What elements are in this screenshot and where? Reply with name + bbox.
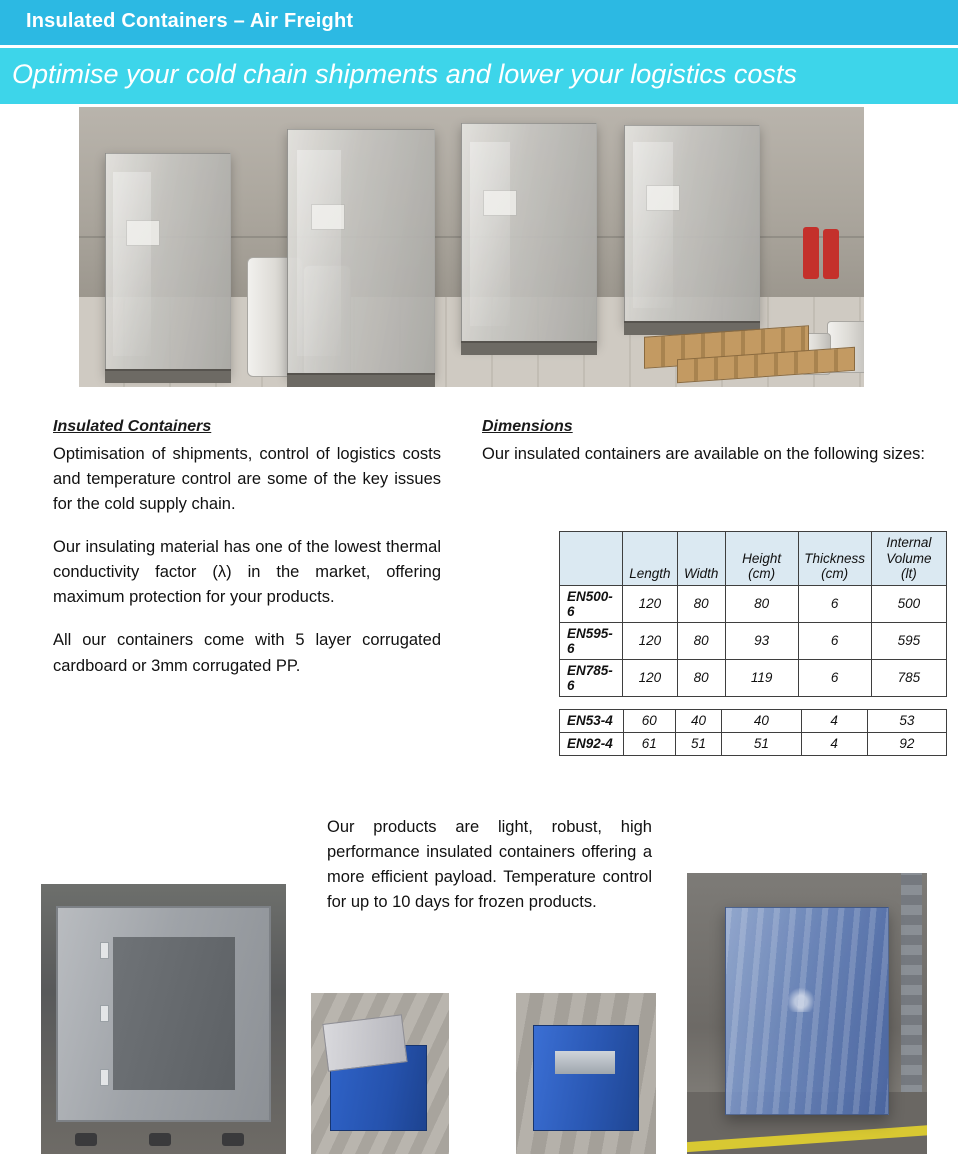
blue-container-body — [533, 1025, 639, 1131]
middle-paragraph: Our products are light, robust, high performance insulated containers offering a more efficient payload. Temperature control for up to 10 days for frozen products. — [327, 817, 652, 911]
right-text-column — [482, 418, 944, 467]
row-height: 119 — [725, 659, 798, 696]
row-thickness: 6 — [798, 659, 871, 696]
page-subtitle: Optimise your cold chain shipments and lower your logistics costs — [12, 59, 797, 89]
col-thickness: Thickness (cm) — [798, 532, 871, 586]
hero-pallet-1 — [105, 153, 231, 375]
left-text-column — [53, 418, 441, 679]
table-row — [560, 709, 947, 732]
pallet-label — [483, 190, 517, 216]
row-volume: 92 — [867, 732, 946, 755]
row-length: 60 — [623, 709, 675, 732]
hero-pallet-2 — [287, 129, 435, 377]
product-photo-blue-container-with-lid — [311, 993, 449, 1154]
subtitle-bar — [0, 48, 958, 104]
row-height: 80 — [725, 585, 798, 622]
hero-pallet-base-3 — [461, 341, 597, 355]
page-title: Insulated Containers – Air Freight — [26, 10, 354, 32]
dimensions-table-wrapper — [559, 531, 947, 756]
row-width: 40 — [675, 709, 722, 732]
product-photo-open-blue-container — [516, 993, 656, 1154]
hinge-icon — [100, 1069, 109, 1086]
table-row — [560, 622, 947, 659]
product-photo-grey-container — [41, 884, 286, 1154]
row-code: EN785-6 — [560, 659, 623, 696]
insulated-containers-heading: Insulated Containers — [53, 418, 212, 435]
dimensions-table-secondary — [559, 709, 947, 756]
row-thickness: 6 — [798, 585, 871, 622]
row-thickness: 6 — [798, 622, 871, 659]
row-height: 93 — [725, 622, 798, 659]
hero-pallet-4 — [624, 125, 760, 325]
row-length: 120 — [623, 585, 678, 622]
table-row — [560, 659, 947, 696]
hinge-icon — [100, 942, 109, 959]
title-bar — [0, 0, 958, 45]
caster-wheel — [149, 1133, 171, 1146]
hero-warehouse-photo — [79, 107, 864, 387]
caster-wheel — [75, 1133, 97, 1146]
left-paragraph-3: All our containers come with 5 layer corrugated cardboard or 3mm corrugated PP. — [53, 631, 441, 675]
pallet-label — [646, 185, 680, 211]
row-thickness: 4 — [801, 709, 867, 732]
hero-pallet-base-1 — [105, 369, 231, 383]
col-width: Width — [677, 532, 725, 586]
row-length: 120 — [623, 622, 678, 659]
row-volume: 785 — [871, 659, 946, 696]
pallet-label — [311, 204, 345, 230]
row-volume: 53 — [867, 709, 946, 732]
fire-extinguisher-2 — [823, 229, 839, 279]
hero-pallet-base-2 — [287, 373, 435, 387]
row-height: 51 — [722, 732, 801, 755]
row-code: EN500-6 — [560, 585, 623, 622]
insulating-lid — [322, 1014, 407, 1072]
row-code: EN92-4 — [560, 732, 624, 755]
row-length: 61 — [623, 732, 675, 755]
fire-extinguisher-1 — [803, 227, 819, 279]
row-thickness: 4 — [801, 732, 867, 755]
left-paragraph-1: Optimisation of shipments, control of logistics costs and temperature control are some of the key issues for the cold supply chain. — [53, 445, 441, 514]
wrapped-container-stack — [725, 907, 888, 1115]
row-code: EN595-6 — [560, 622, 623, 659]
row-code: EN53-4 — [560, 709, 624, 732]
row-width: 80 — [677, 622, 725, 659]
hinge-icon — [100, 1005, 109, 1022]
col-length: Length — [623, 532, 678, 586]
row-width: 51 — [675, 732, 722, 755]
row-volume: 595 — [871, 622, 946, 659]
table-header-row — [560, 532, 947, 586]
warehouse-rack — [901, 873, 923, 1115]
brand-logo-icon — [788, 986, 814, 1012]
row-volume: 500 — [871, 585, 946, 622]
table-row — [560, 732, 947, 755]
hero-pallet-3 — [461, 123, 597, 345]
dimensions-heading: Dimensions — [482, 418, 573, 435]
table-spacer — [559, 697, 947, 709]
left-paragraph-2: Our insulating material has one of the lowest thermal conductivity factor (λ) in the market, offering maximum protection for your products. — [53, 538, 441, 607]
product-photo-wrapped-stack — [687, 873, 927, 1154]
dimensions-intro: Our insulated containers are available on the following sizes: — [482, 445, 926, 463]
row-height: 40 — [722, 709, 801, 732]
table-row — [560, 585, 947, 622]
dimensions-table-primary — [559, 531, 947, 697]
caster-wheel — [222, 1133, 244, 1146]
row-width: 80 — [677, 585, 725, 622]
grey-container-interior — [113, 937, 236, 1090]
col-height: Height (cm) — [725, 532, 798, 586]
row-width: 80 — [677, 659, 725, 696]
row-length: 120 — [623, 659, 678, 696]
pallet-label — [126, 220, 160, 246]
container-interior — [555, 1051, 616, 1074]
col-code — [560, 532, 623, 586]
col-volume: Internal Volume (lt) — [871, 532, 946, 586]
grey-container-body — [56, 906, 272, 1122]
